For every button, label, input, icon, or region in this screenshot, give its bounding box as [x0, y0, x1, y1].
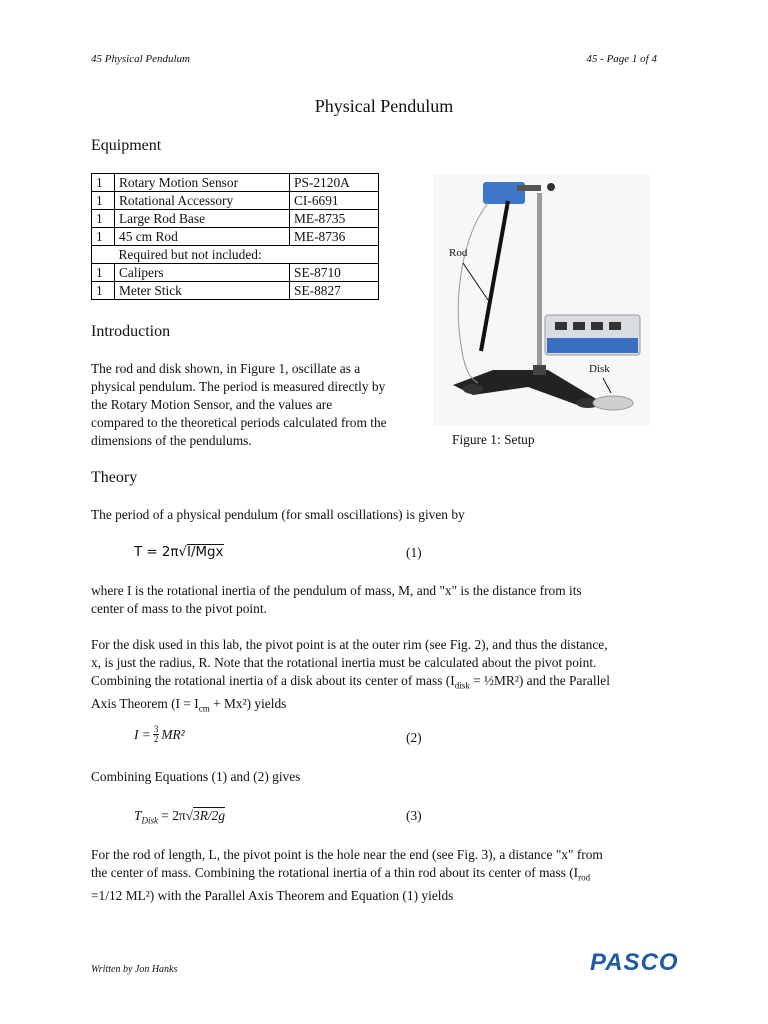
equation-lhs: I = — [134, 726, 151, 742]
text-run: + Mx²) yields — [209, 695, 287, 711]
item-cell: Rotary Motion Sensor — [115, 174, 290, 192]
text-line: the Rotary Motion Sensor, and the values are — [91, 397, 333, 412]
subscript: Disk — [141, 815, 158, 826]
equation-rhs: MR² — [161, 726, 185, 742]
qty-cell: 1 — [92, 210, 115, 228]
equation-2-number: (2) — [406, 730, 422, 745]
table-row — [92, 228, 379, 246]
sqrt-symbol: √ — [185, 808, 194, 823]
part-cell: SE-8710 — [290, 264, 379, 282]
text-line — [91, 695, 610, 718]
subscript: rod — [578, 872, 591, 883]
qty-cell: 1 — [92, 174, 115, 192]
equation-mid: = 2π — [157, 808, 186, 823]
text-line: center of mass to the pivot point. — [91, 601, 267, 616]
text-run: Axis Theorem (I = I — [91, 695, 199, 711]
qty-cell: 1 — [92, 228, 115, 246]
text-line: dimensions of the pendulums. — [91, 433, 252, 448]
part-cell: CI-6691 — [290, 192, 379, 210]
equipment-table — [91, 173, 379, 300]
running-header-left: 45 Physical Pendulum — [91, 53, 190, 65]
text-line: For the rod of length, L, the pivot point is the hole near the end (see Fig. 3), a distance "x" from — [91, 847, 603, 862]
table-row — [92, 264, 379, 282]
theory-paragraph-5 — [91, 846, 603, 905]
part-cell: ME-8736 — [290, 228, 379, 246]
equation-radicand: 3R/2g — [193, 808, 226, 823]
text-line: For the disk used in this lab, the pivot point is at the outer rim (see Fig. 2), and thus the distance, — [91, 637, 608, 652]
text-line: The rod and disk shown, in Figure 1, oscillate as a — [91, 361, 361, 376]
equation-3 — [134, 808, 225, 826]
text-line: where I is the rotational inertia of the pendulum of mass, M, and "x" is the distance from its — [91, 583, 582, 598]
text-line: physical pendulum. The period is measured directly by — [91, 379, 386, 394]
part-cell: PS-2120A — [290, 174, 379, 192]
equation-lhs: T = 2π — [134, 545, 179, 560]
subscript: disk — [454, 680, 470, 691]
table-row — [92, 282, 379, 300]
item-cell: Calipers — [115, 264, 290, 282]
theory-heading: Theory — [91, 469, 138, 486]
qty-cell: 1 — [92, 264, 115, 282]
theory-paragraph-4: Combining Equations (1) and (2) gives — [91, 769, 301, 784]
sqrt-symbol: √ — [178, 545, 188, 560]
introduction-paragraph — [91, 360, 431, 450]
equation-2 — [134, 725, 185, 744]
equation-lhs: T — [134, 808, 142, 823]
text-run: the center of mass. Combining the rotational inertia of a thin rod about its center of mass (I — [91, 865, 579, 880]
equation-1-number: (1) — [406, 545, 422, 560]
item-cell: Rotational Accessory — [115, 192, 290, 210]
text-line: compared to the theoretical periods calculated from the — [91, 415, 387, 430]
footer-author: Written by Jon Hanks — [91, 964, 178, 975]
item-cell: Large Rod Base — [115, 210, 290, 228]
introduction-heading: Introduction — [91, 323, 171, 340]
fraction — [153, 725, 160, 744]
theory-paragraph-1: The period of a physical pendulum (for small oscillations) is given by — [91, 507, 465, 522]
setup-illustration — [433, 175, 650, 425]
qty-cell-empty — [92, 246, 115, 264]
table-row — [92, 210, 379, 228]
text-run: = ½MR²) and the Parallel — [469, 673, 610, 688]
theory-paragraph-3 — [91, 636, 610, 717]
qty-cell: 1 — [92, 192, 115, 210]
equation-radicand: I/Mgx — [187, 545, 224, 560]
setup-figure — [433, 175, 650, 425]
rod-label: Rod — [449, 247, 468, 259]
equation-3-number: (3) — [406, 808, 422, 823]
subscript: cm — [198, 703, 210, 714]
part-cell: SE-8827 — [290, 282, 379, 300]
equipment-heading: Equipment — [91, 137, 162, 154]
disk-label: Disk — [589, 363, 610, 375]
equation-1 — [134, 545, 224, 560]
note-cell: Required but not included: — [115, 246, 379, 264]
table-row — [92, 192, 379, 210]
qty-cell: 1 — [92, 282, 115, 300]
text-line — [91, 864, 603, 887]
item-cell: 45 cm Rod — [115, 228, 290, 246]
text-line: =1/12 ML²) with the Parallel Axis Theorem and Equation (1) yields — [91, 887, 454, 903]
table-note-row — [92, 246, 379, 264]
text-line — [91, 672, 610, 695]
fraction-numerator: 3 — [153, 724, 159, 734]
page-title: Physical Pendulum — [314, 96, 454, 116]
text-run: Combining the rotational inertia of a disk about its center of mass (I — [91, 673, 455, 688]
running-header-right: 45 - Page 1 of 4 — [586, 53, 657, 65]
fraction-denominator: 2 — [153, 734, 159, 744]
item-cell: Meter Stick — [115, 282, 290, 300]
table-row — [92, 174, 379, 192]
figure-caption: Figure 1: Setup — [452, 432, 535, 447]
theory-paragraph-2 — [91, 582, 582, 618]
text-line: x, is just the radius, R. Note that the rotational inertia must be calculated about the pivot point. — [91, 655, 597, 670]
pasco-logo: PASCO — [590, 949, 679, 976]
part-cell: ME-8735 — [290, 210, 379, 228]
